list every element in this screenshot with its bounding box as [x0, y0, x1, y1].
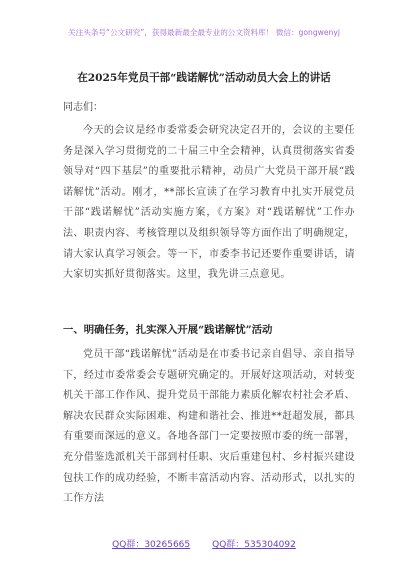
footer-qq-group-1[interactable]: QQ群：30265665 — [112, 540, 191, 550]
header-banner: 关注头条号“公文研究”，获得最新最全最专业的公文资料库！ 微信：gongwenyj — [68, 28, 340, 37]
section-heading-1: 一、明确任务，扎实深入开展“践诺解忧”活动 — [63, 324, 273, 336]
salutation: 同志们： — [63, 102, 103, 113]
paragraph-intro: 今天的会议是经市委常委会研究决定召开的，会议的主要任务是深入学习贯彻党的二十届三中全会精神，认真贯彻落实省委领导对“四下基层”的重要批示精神，动员广大党员干部开展“践诺解忧”活动。刚才，**部长宣读了在学习教育中扎实开展党员干部“践诺解忧”活动实施方案，《方案》对“践诺解忧”工作办法、职责内容、考核管理以及组织领导等方面作出了明确规定，请大家认真学习领会。等一下，市委李书记还要作重要讲话，请大家切实抓好贯彻落实。这里，我先讲三点意见。 — [63, 125, 355, 281]
footer — [0, 537, 408, 550]
document-title: 在2025年党员干部“践诺解忧”活动动员大会上的讲话 — [77, 72, 331, 84]
paragraph-section-1: 党员干部“践诺解忧”活动是在市委书记亲自倡导、亲自指导下，经过市委常委会专题研究确定的。开展好这项活动，对转变机关干部工作作风、提升党员干部能力素质化解农村社会矛盾、解决农民群众实际困难、构建和谐社会、推进**赶超发展，都具有重要而深远的意义。各地各部门一定要按照市委的统一部署，充分借鉴选派机关干部到村任职、灾后重建包村、乡村振兴建设包扶工作的成功经验，不断丰富活动内容、活动形式，以扎实的工作方法 — [63, 349, 355, 505]
footer-qq-group-2[interactable]: QQ群：535304092 — [212, 540, 296, 550]
